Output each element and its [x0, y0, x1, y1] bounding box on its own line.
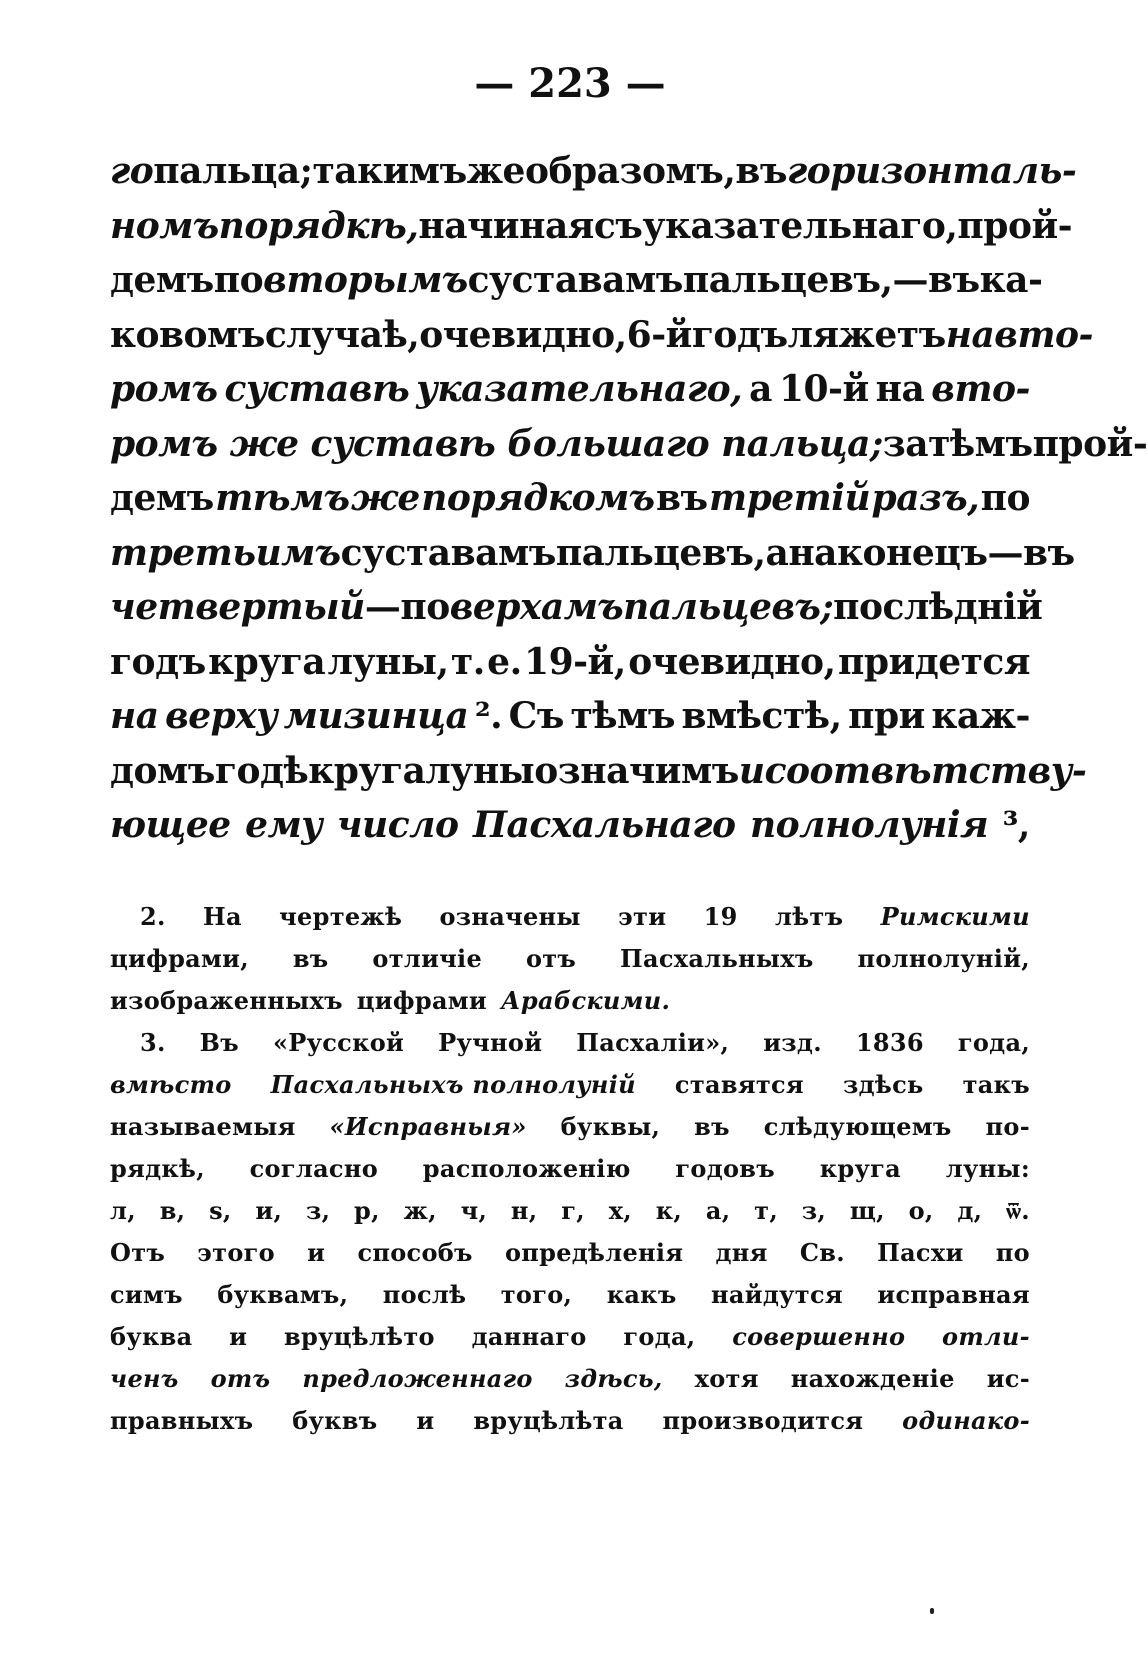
word: годовъ — [675, 1154, 775, 1183]
word: способъ — [357, 1238, 473, 1267]
word: вмѣсто — [110, 1070, 232, 1099]
word: правныхъ — [110, 1406, 254, 1435]
word: начиная — [418, 204, 594, 247]
page-number: — 223 — — [474, 60, 666, 107]
word: расположенію — [422, 1154, 631, 1183]
word: к, — [655, 1196, 683, 1225]
word: 19 — [703, 902, 738, 931]
word: и — [307, 1238, 326, 1267]
word: послѣдній — [833, 586, 1043, 628]
word: затѣмъ — [882, 422, 1033, 465]
word: того, — [500, 1280, 573, 1309]
word: полнолунія — [749, 804, 989, 846]
word: вруцѣлѣта — [473, 1406, 624, 1435]
word: вторымъ — [263, 259, 468, 301]
word: г, — [561, 1196, 585, 1225]
word: разъ, — [871, 477, 980, 519]
word: т. — [450, 640, 485, 683]
word: прой- — [957, 204, 1073, 247]
word: круга — [308, 749, 426, 792]
word: Ручной — [438, 1028, 543, 1057]
word: этого — [197, 1238, 275, 1267]
word: луны: — [945, 1154, 1030, 1183]
word: т, — [754, 1196, 778, 1225]
word: полнолуній, — [857, 944, 1030, 973]
word: такимъ — [312, 150, 467, 192]
word: порядкомъ — [421, 477, 655, 519]
word: годъ — [110, 640, 206, 683]
word: ³, — [1002, 804, 1030, 846]
word: а — [765, 531, 789, 574]
word: щ, — [849, 1196, 885, 1225]
word: же — [350, 477, 420, 519]
word: изображенныхъ — [110, 986, 343, 1015]
word: ставятся — [674, 1070, 804, 1099]
word: ющее — [110, 804, 231, 846]
word: отли- — [942, 1322, 1030, 1351]
word: го — [110, 150, 154, 192]
word: Пасхальнаго — [472, 804, 736, 846]
word: придется — [837, 640, 1030, 683]
word: вто- — [931, 368, 1030, 410]
word: и — [416, 1406, 435, 1435]
word: найдутся — [711, 1280, 843, 1309]
footnote-line — [110, 986, 1030, 1015]
word: соотвѣтству- — [764, 749, 1087, 792]
word: домъ — [110, 749, 215, 792]
word: въ — [928, 259, 980, 301]
word: Пасхаліи», — [576, 1028, 730, 1057]
word: указательнаго, — [642, 204, 958, 247]
word: отъ — [210, 1364, 271, 1393]
word: верхамъ — [449, 586, 624, 628]
main-text-line — [110, 804, 1030, 846]
word: вруцѣлѣто — [284, 1322, 435, 1351]
word: пальцевъ, — [555, 531, 766, 574]
word: пальцевъ, — [682, 259, 893, 301]
word: ромъ — [110, 368, 218, 410]
footnote-line — [110, 1154, 1030, 1183]
word: производится — [662, 1406, 864, 1435]
word: — — [364, 586, 401, 628]
word: «Русской — [272, 1028, 405, 1057]
main-text-line — [110, 641, 1030, 683]
footnote-line — [140, 902, 1030, 931]
main-text-line — [110, 586, 1043, 628]
word: очевидно, — [628, 640, 836, 683]
word: наконецъ — [788, 531, 988, 574]
word: совершенно — [732, 1322, 906, 1351]
word: Въ — [199, 1028, 239, 1057]
word: по — [980, 477, 1030, 519]
main-text-line — [110, 368, 1030, 410]
word: какъ — [606, 1280, 677, 1309]
word: Съ — [508, 695, 564, 737]
word: ѕ, — [209, 1196, 232, 1225]
word: а — [749, 368, 772, 410]
word: пальцевъ; — [623, 586, 834, 628]
word: мизинца — [283, 695, 469, 737]
word: слѣдующемъ — [763, 1112, 952, 1141]
word: лѣтъ — [775, 902, 844, 931]
word: ж, — [403, 1196, 437, 1225]
footnote-line — [110, 1070, 1030, 1099]
word: отъ — [525, 944, 577, 973]
footnote-line — [110, 1406, 1030, 1435]
word: при — [848, 695, 925, 737]
word: означимъ — [534, 749, 739, 792]
word: л, — [110, 1196, 136, 1225]
word: образомъ, — [524, 150, 736, 192]
footnote-line — [110, 1112, 1030, 1141]
word: на — [110, 695, 159, 737]
word: ченъ — [110, 1364, 179, 1393]
word: здѣсь, — [564, 1364, 663, 1393]
word: з, — [305, 1196, 331, 1225]
word: въ — [735, 150, 788, 192]
word: рядкѣ, — [110, 1154, 205, 1183]
word: вмѣстѣ, — [681, 695, 842, 737]
word: хотя — [694, 1364, 759, 1393]
word: каж- — [931, 695, 1030, 737]
word: верху — [165, 695, 278, 737]
word: Отъ — [110, 1238, 166, 1267]
word: ему — [245, 804, 323, 846]
word: прой- — [1032, 422, 1147, 465]
word: 19-й, — [524, 640, 626, 683]
word: указательнаго, — [416, 368, 743, 410]
word: — — [987, 531, 1023, 574]
word: пальца; — [153, 150, 313, 192]
word: з, — [801, 1196, 827, 1225]
word: четвертый — [110, 586, 365, 628]
word: ². — [474, 695, 503, 737]
word: н, — [510, 1196, 538, 1225]
word: на — [945, 313, 995, 356]
word: луны — [425, 749, 535, 792]
footnote-line — [110, 1364, 1030, 1393]
main-text-line — [110, 313, 1093, 356]
word: ис- — [986, 1364, 1030, 1393]
word: одинако- — [902, 1406, 1030, 1435]
word: ч, — [460, 1196, 488, 1225]
word: симъ — [110, 1280, 183, 1309]
word: 3. — [140, 1028, 166, 1057]
word: случаѣ, — [264, 313, 420, 356]
word: года, — [623, 1322, 696, 1351]
word: о, — [908, 1196, 934, 1225]
main-text-line — [110, 422, 1147, 465]
word: третій — [709, 477, 871, 519]
word: демъ — [110, 259, 214, 301]
word: р, — [354, 1196, 380, 1225]
word: опредѣленія — [504, 1238, 684, 1267]
word: называемыя — [110, 1112, 296, 1141]
word: по — [213, 259, 264, 301]
word: здѣсь — [843, 1070, 924, 1099]
word: и, — [255, 1196, 283, 1225]
word: 6-й — [626, 313, 692, 356]
word: На — [203, 902, 242, 931]
ink-speck — [930, 1608, 934, 1614]
word: демъ — [110, 477, 214, 519]
word: послѣ — [382, 1280, 467, 1309]
word: вто- — [994, 313, 1093, 356]
footnote-line — [110, 1196, 1030, 1226]
word: года, — [957, 1028, 1030, 1057]
word: согласно — [249, 1154, 379, 1183]
word: суставѣ — [224, 368, 410, 410]
word: отличіе — [372, 944, 483, 973]
word: Арабскими. — [501, 986, 671, 1015]
word: суставамъ — [340, 531, 556, 574]
main-text-line — [110, 204, 1073, 247]
word: буквы, — [560, 1112, 661, 1141]
footnote-line — [110, 944, 1030, 973]
word: изд. — [763, 1028, 822, 1057]
word: в, — [159, 1196, 186, 1225]
word: годъ — [691, 313, 788, 356]
word: 1836 — [855, 1028, 924, 1057]
word: круга — [819, 1154, 901, 1183]
word: буквамъ, — [217, 1280, 349, 1309]
word: чертежѣ — [279, 902, 403, 931]
word: въ — [655, 477, 708, 519]
word: «Исправныя» — [329, 1112, 527, 1141]
word: Св. — [799, 1238, 845, 1267]
word: х, — [608, 1196, 632, 1225]
word: означены — [439, 902, 581, 931]
word: даннаго — [471, 1322, 587, 1351]
word: буквъ — [292, 1406, 378, 1435]
word: суставамъ — [467, 259, 683, 301]
word: е. — [487, 640, 522, 683]
word: ка- — [979, 259, 1043, 301]
word: въ — [292, 944, 329, 973]
footnote-line — [110, 1280, 1030, 1309]
footnote-line — [110, 1238, 1030, 1267]
word: годѣ — [214, 749, 309, 792]
word: и — [738, 749, 765, 792]
word: 10-й — [778, 368, 869, 410]
word: буква — [110, 1322, 193, 1351]
word: по- — [985, 1112, 1030, 1141]
word: горизонталь- — [787, 150, 1077, 192]
word: по — [995, 1238, 1030, 1267]
word: число — [336, 804, 459, 846]
word: нахожденіе — [790, 1364, 955, 1393]
word: Пасхальныхъ — [620, 944, 814, 973]
word: луны, — [327, 640, 449, 683]
word: номъ — [110, 204, 219, 247]
word: а, — [705, 1196, 731, 1225]
footnote-line — [110, 1322, 1030, 1351]
word: предложеннаго — [302, 1364, 533, 1393]
word: ковомъ — [110, 313, 265, 356]
main-text-line — [110, 749, 1087, 792]
word: же — [466, 150, 525, 192]
word: на — [875, 368, 925, 410]
word: такъ — [962, 1070, 1030, 1099]
word: очевидно, — [419, 313, 627, 356]
word: 2. — [140, 902, 166, 931]
word: исправная — [877, 1280, 1030, 1309]
word: д, — [957, 1196, 983, 1225]
main-text-line — [110, 477, 1030, 519]
word: — — [892, 259, 929, 301]
word: цифрами, — [110, 944, 249, 973]
word: съ — [593, 204, 643, 247]
word: Римскими — [880, 902, 1030, 931]
word: тѣмъ — [570, 695, 675, 737]
word: ѿ. — [1006, 1196, 1030, 1225]
word: порядкѣ, — [218, 204, 419, 247]
word: дня — [715, 1238, 768, 1267]
word: въ — [1022, 531, 1075, 574]
main-text-line — [110, 531, 1075, 574]
word: круга — [208, 640, 326, 683]
word: ромъ же суставѣ большаго пальца; — [110, 422, 883, 465]
main-text-line — [110, 695, 1030, 737]
word: и — [229, 1322, 248, 1351]
word: Пасхальныхъ полнолуній — [270, 1070, 636, 1099]
word: третьимъ — [110, 531, 341, 574]
main-text-line — [110, 150, 1077, 192]
word: цифрами — [356, 986, 488, 1015]
word: въ — [694, 1112, 730, 1141]
main-text-line — [110, 259, 1043, 301]
word: Пасхи — [877, 1238, 964, 1267]
footnote-line — [140, 1028, 1030, 1057]
word: тѣмъ — [215, 477, 350, 519]
word: по — [400, 586, 450, 628]
word: эти — [618, 902, 667, 931]
word: ляжетъ — [787, 313, 946, 356]
